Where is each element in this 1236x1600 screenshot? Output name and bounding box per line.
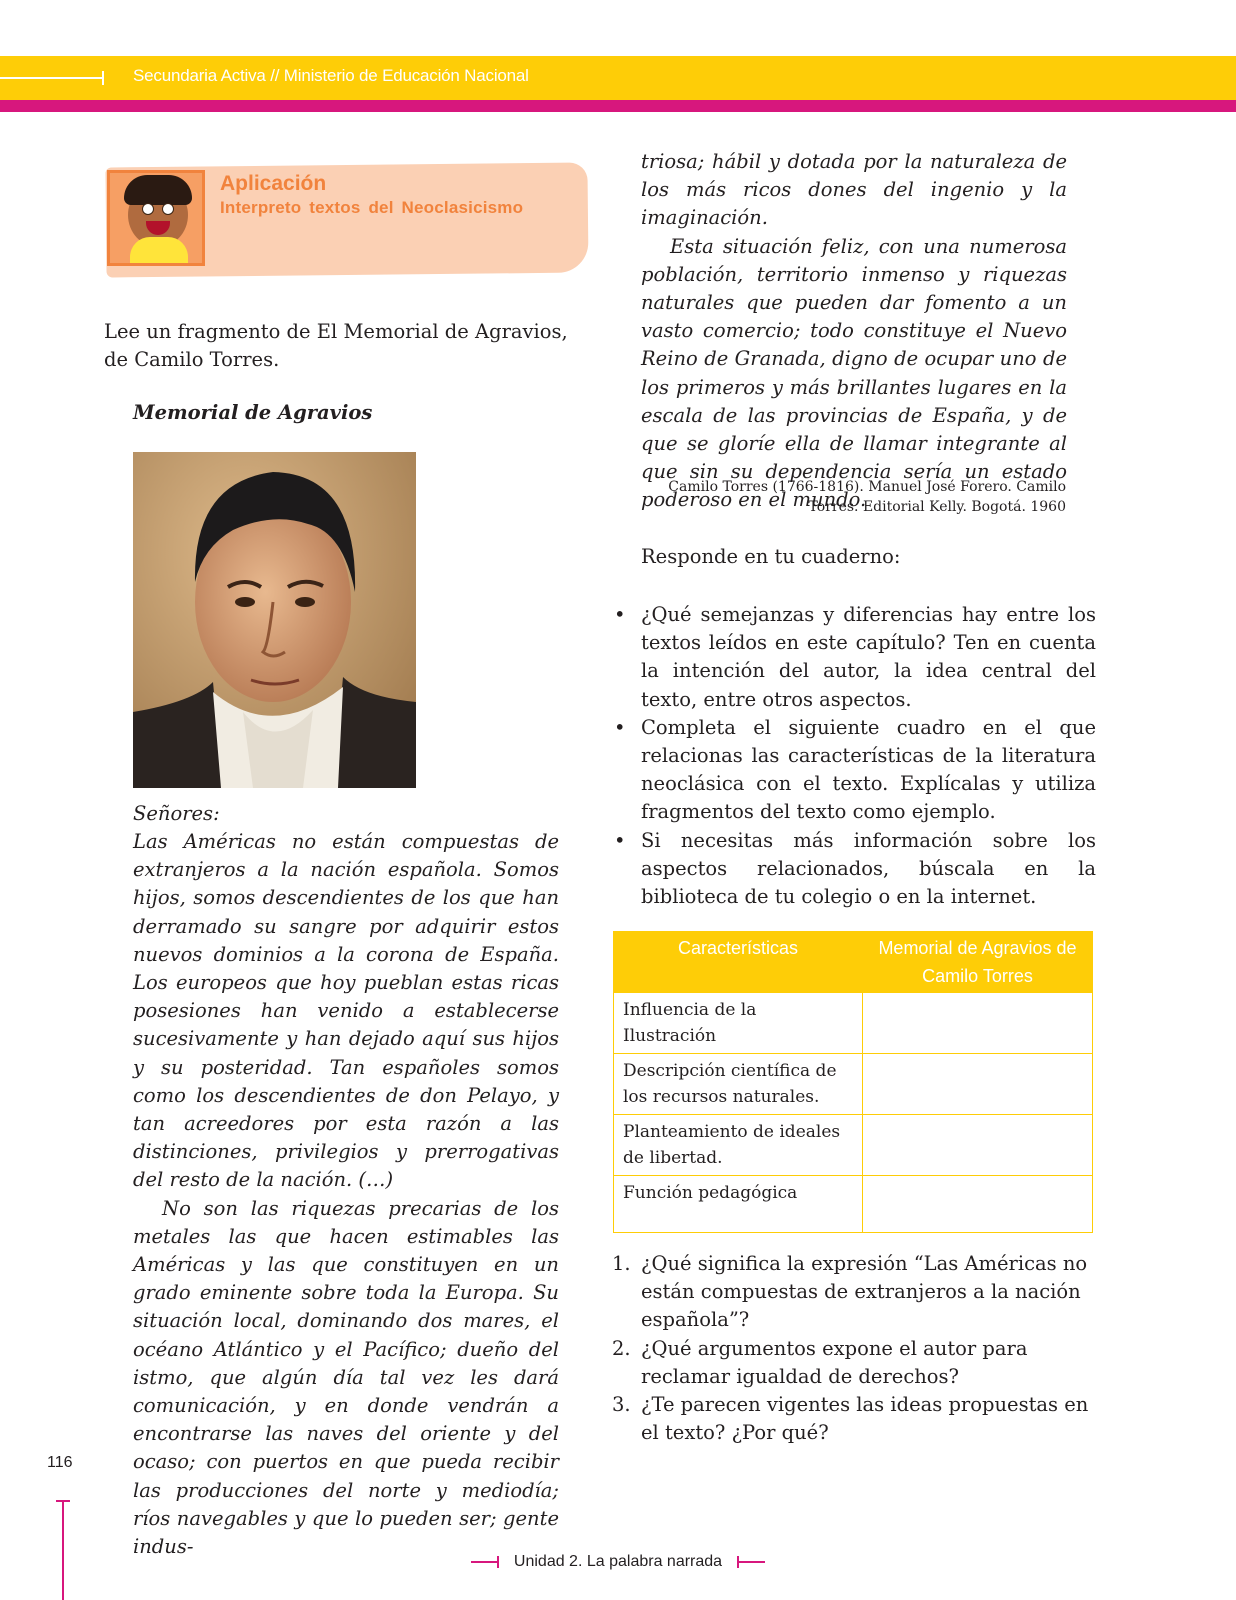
reading-title: Memorial de Agravios <box>133 401 373 424</box>
question-text: ¿Te parecen vigentes las ideas propuestas en el texto? ¿Por qué? <box>641 1393 1089 1445</box>
bullet-item: • Completa el siguiente cuadro en el que relacionas las características de la literatura neoclásica con el texto. Explícalas y utiliza fragmentos del texto como ejemplo. <box>612 714 1096 827</box>
question-item <box>612 1335 1096 1391</box>
column-header: Características <box>614 932 863 993</box>
answer-cell <box>863 1176 1093 1233</box>
footer-margin-rule <box>62 1500 64 1600</box>
footer-dash-right <box>737 1561 765 1563</box>
exercise-instruction: Responde en tu cuaderno: <box>641 545 901 568</box>
footer-margin-tick <box>56 1500 70 1502</box>
footer-dash-left <box>471 1561 499 1563</box>
student-mascot-icon <box>107 170 205 266</box>
page-number: 116 <box>47 1454 73 1471</box>
column-header: Memorial de Agravios de Camilo Torres <box>863 932 1093 993</box>
citation-line: Camilo Torres (1766-1816). Manuel José Forero. Camilo <box>668 479 1066 495</box>
reading-greeting: Señores: <box>133 802 220 825</box>
reading-paragraph: Las Américas no están compuestas de extranjeros a la nación española. Somos hijos, somos descendientes de los que han derramado su sangre por adquirir estos nuevos dominios a la corona de España. Los europeos que hoy pueblan estas ricas posesiones han venido a establecerse sucesivamente y han dejado aquí sus hijos y su posteridad. Tan españoles somos como los descendientes de don Pelayo, y tan acreedores por esta razón a las distinciones, privilegios y prerrogativas del resto de la nación. (…) <box>133 830 559 1192</box>
question-item <box>612 1250 1096 1335</box>
row-label: Descripción científica de los recursos naturales. <box>614 1054 863 1115</box>
table-row <box>614 1176 1093 1233</box>
citation-line: Torres. Editorial Kelly. Bogotá. 1960 <box>808 499 1066 515</box>
answer-cell <box>863 1115 1093 1176</box>
question-text: ¿Qué significa la expresión “Las Américas no están compuestas de extranjeros a la nación española”? <box>641 1252 1088 1332</box>
bullet-item: • ¿Qué semejanzas y diferencias hay entre los textos leídos en este capítulo? Ten en cuenta la intención del autor, la idea central del texto, entre otros aspectos. <box>612 601 1096 714</box>
activity-subtitle: Interpreto textos del Neoclasicismo <box>220 198 524 217</box>
row-label: Función pedagógica <box>614 1176 863 1233</box>
question-item <box>612 1391 1096 1447</box>
table-header-row <box>614 932 1093 993</box>
question-number: 2. <box>612 1336 631 1360</box>
table-row <box>614 993 1093 1054</box>
footer-unit <box>0 1553 1236 1571</box>
unit-title: La palabra narrada <box>586 1553 723 1570</box>
unit-label: Unidad 2. <box>513 1553 583 1570</box>
intro-text: Lee un fragmento de El Memorial de Agravios, de Camilo Torres. <box>104 320 568 371</box>
row-label: Planteamiento de ideales de libertad. <box>614 1115 863 1176</box>
header-rule <box>0 77 102 79</box>
reading-paragraph: triosa; hábil y dotada por la naturaleza de los más ricos dones del ingenio y la imaginación. <box>641 150 1067 230</box>
answer-cell <box>863 1054 1093 1115</box>
answer-cell <box>863 993 1093 1054</box>
question-number: 1. <box>612 1252 631 1275</box>
series-title: Secundaria Activa // Ministerio de Educación Nacional <box>133 66 529 85</box>
row-label: Influencia de la Ilustración <box>614 993 863 1054</box>
header-rule-tick <box>102 71 104 85</box>
source-citation <box>640 477 1066 517</box>
question-list <box>612 1250 1096 1447</box>
activity-title: Aplicación <box>220 172 327 195</box>
question-text: ¿Qué argumentos expone el autor para reclamar igualdad de derechos? <box>641 1336 1028 1388</box>
reading-left-column <box>133 828 559 1561</box>
reading-right-column <box>641 148 1067 515</box>
table-row <box>614 1115 1093 1176</box>
exercise-bullets <box>612 601 1096 911</box>
bullet-item: • Si necesitas más información sobre los aspectos relacionados, búscala en la biblioteca de tu colegio o en la internet. <box>612 827 1096 912</box>
question-number: 3. <box>612 1393 631 1417</box>
camilo-torres-portrait <box>133 452 416 788</box>
reading-paragraph: No son las riquezas precarias de los metales las que hacen estimables las Américas y las que constituyen en un grado eminente sobre toda la Europa. Su situación local, dominando dos mares, el océano Atlántico y el Pacífico; dueño del istmo, que algún día tal vez les dará comunicación, y en donde vendrán a encontrarse las naves del oriente y del ocaso; con puertos en que pueda recibir las producciones del norte y mediodía; ríos navegables y que lo pueden ser; gente indus- <box>133 1196 559 1559</box>
header-accent-stripe <box>0 100 1236 112</box>
reading-paragraph: Esta situación feliz, con una numerosa población, territorio inmenso y riquezas naturales que pueden dar fomento a un vasto comercio; todo constituye el Nuevo Reino de Granada, digno de ocupar uno de los primeros y más brillantes lugares en la escala de las provincias de España, y de que se gloríe ella de llamar integrante al que sin su dependencia sería un estado poderoso en el mundo. <box>641 234 1067 512</box>
characteristics-table <box>613 931 1093 1233</box>
table-row <box>614 1054 1093 1115</box>
